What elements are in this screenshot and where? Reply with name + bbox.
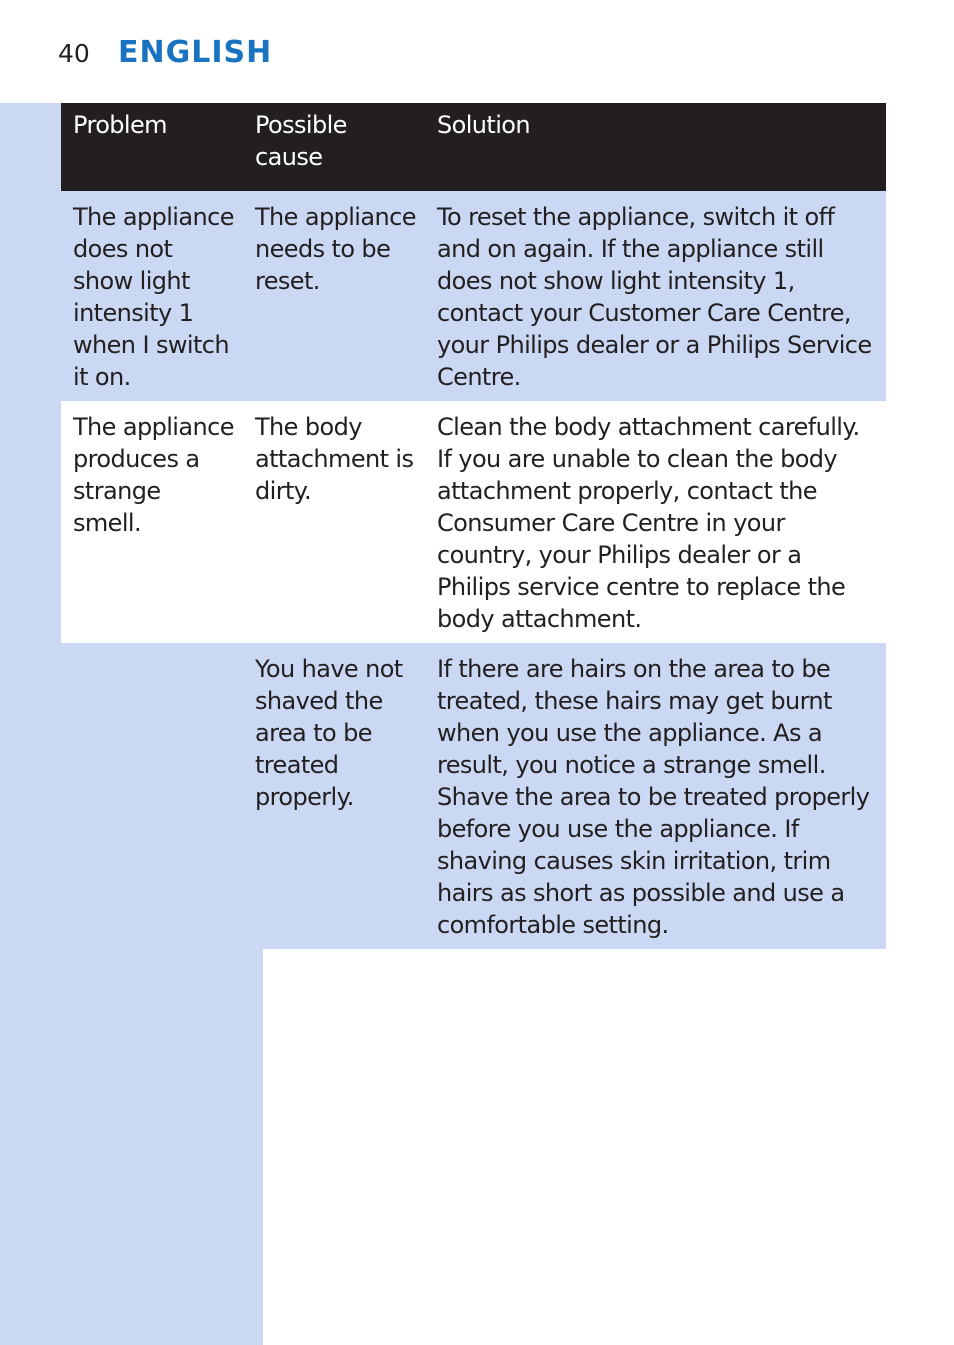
table-header-row — [61, 103, 886, 191]
cause-cell: The body attachment is dirty. — [243, 401, 425, 643]
table-row — [61, 643, 886, 949]
table-row — [61, 191, 886, 401]
solution-cell: Clean the body attachment carefully. If you are unable to clean the body attachment properly, contact the Consumer Care Centre in your country, your Philips dealer or a Philips service centre to replace the body attachment. — [425, 401, 886, 643]
problem-cell: The appliance does not show light intensity 1 when I switch it on. — [61, 191, 243, 401]
cause-cell: You have not shaved the area to be treated properly. — [243, 643, 425, 949]
problem-cell: The appliance produces a strange smell. — [61, 401, 243, 643]
column-header-problem: Problem — [61, 103, 243, 191]
page-number: 40 — [58, 39, 90, 68]
solution-cell: If there are hairs on the area to be treated, these hairs may get burnt when you use the appliance. As a result, you notice a strange smell. Shave the area to be treated properly before you use the appliance. If shaving causes skin irritation, trim hairs as short as possible and use a comfortable setting. — [425, 643, 886, 949]
cause-cell: The appliance needs to be reset. — [243, 191, 425, 401]
section-title: ENGLISH — [118, 35, 273, 70]
solution-cell: To reset the appliance, switch it off and on again. If the appliance still does not show light intensity 1, contact your Customer Care Centre, your Philips dealer or a Philips Service Centre. — [425, 191, 886, 401]
column-header-possible-cause: Possible cause — [243, 103, 425, 191]
troubleshooting-table — [61, 103, 886, 949]
problem-cell — [61, 643, 243, 949]
table-row — [61, 401, 886, 643]
column-header-solution: Solution — [425, 103, 886, 191]
